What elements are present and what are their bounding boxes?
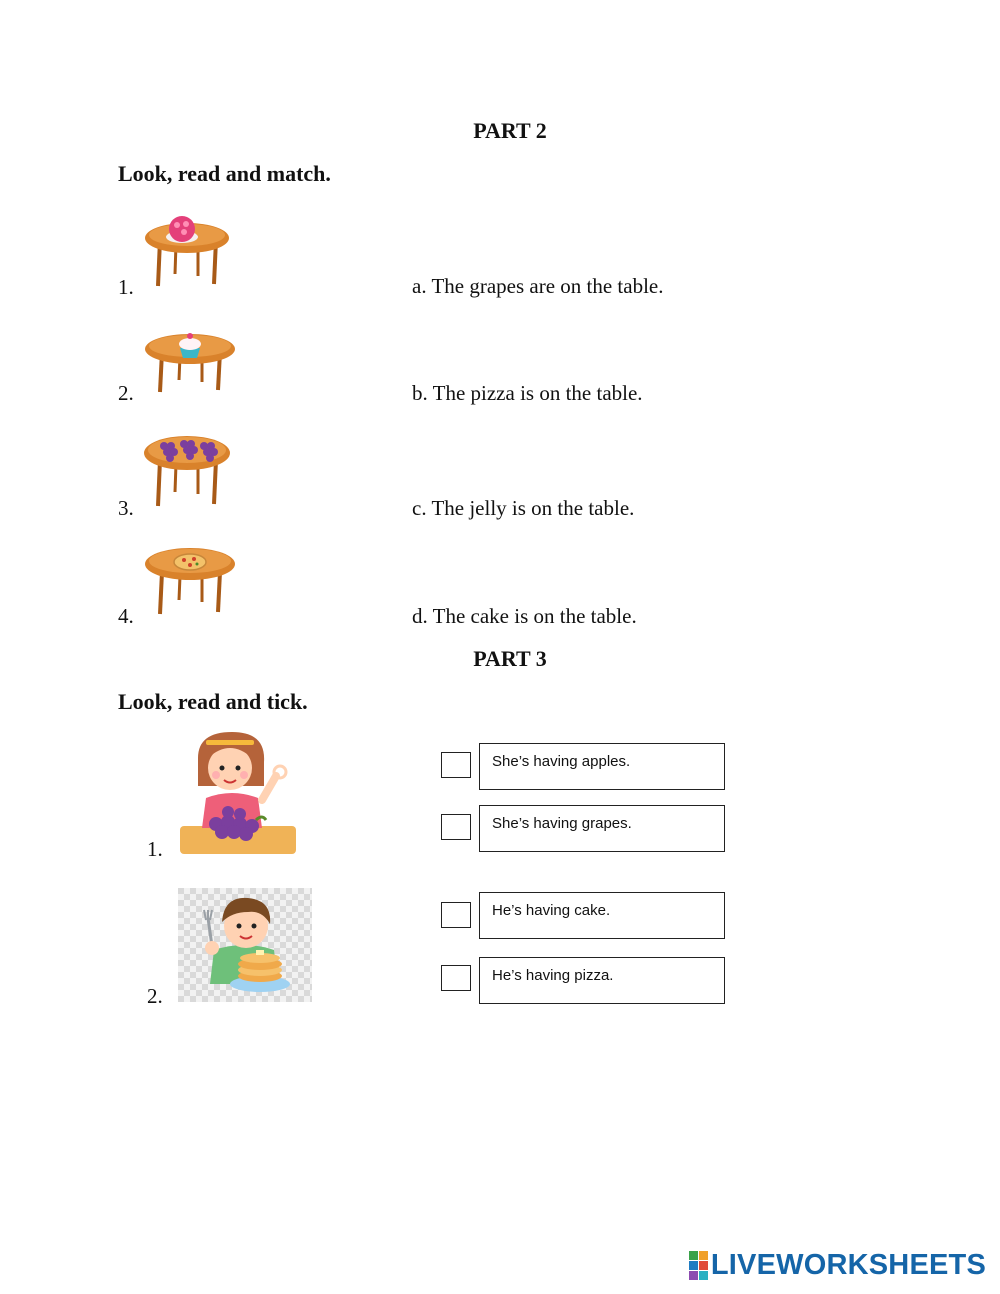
part3-question-number: 1. [147,837,163,861]
option-label: He’s having cake. [492,902,611,919]
option-label: He’s having pizza. [492,967,614,984]
part2-instruction: Look, read and match. [118,161,331,186]
match-sentence-a[interactable]: a. The grapes are on the table. [412,274,664,298]
logo-blocks-icon [689,1251,708,1280]
match-sentence-b[interactable]: b. The pizza is on the table. [412,381,643,405]
answer-box-q2-option-2 [479,957,725,1004]
part2-title: PART 2 [473,118,547,143]
answer-box-q2-option-1 [479,892,725,939]
option-label: She’s having apples. [492,753,631,770]
part3-question-number: 2. [147,984,163,1008]
part2-item-number: 2. [118,381,134,405]
part2-item-number: 3. [118,496,134,520]
logo-text: LIVEWORKSHEETS [710,1249,986,1281]
answer-box-q1-option-2 [479,805,725,852]
part3-instruction: Look, read and tick. [118,689,308,714]
part3-title: PART 3 [473,646,547,671]
table-with-pizza-image [142,540,238,622]
tick-box-q1-option-1[interactable] [441,752,471,778]
match-sentence-d[interactable]: d. The cake is on the table. [412,604,637,628]
table-with-cupcake-image [142,322,238,404]
table-with-grapes-image [140,428,236,510]
liveworksheets-logo[interactable] [689,1249,986,1282]
boy-eating-pancakes-image [178,888,312,1002]
match-sentence-c[interactable]: c. The jelly is on the table. [412,496,635,520]
part2-item-number: 1. [118,275,134,299]
girl-eating-grapes-image [176,728,298,856]
part2-item-number: 4. [118,604,134,628]
table-with-jelly-image [140,212,236,294]
tick-box-q2-option-1[interactable] [441,902,471,928]
option-label: She’s having grapes. [492,815,632,832]
answer-box-q1-option-1 [479,743,725,790]
tick-box-q1-option-2[interactable] [441,814,471,840]
tick-box-q2-option-2[interactable] [441,965,471,991]
